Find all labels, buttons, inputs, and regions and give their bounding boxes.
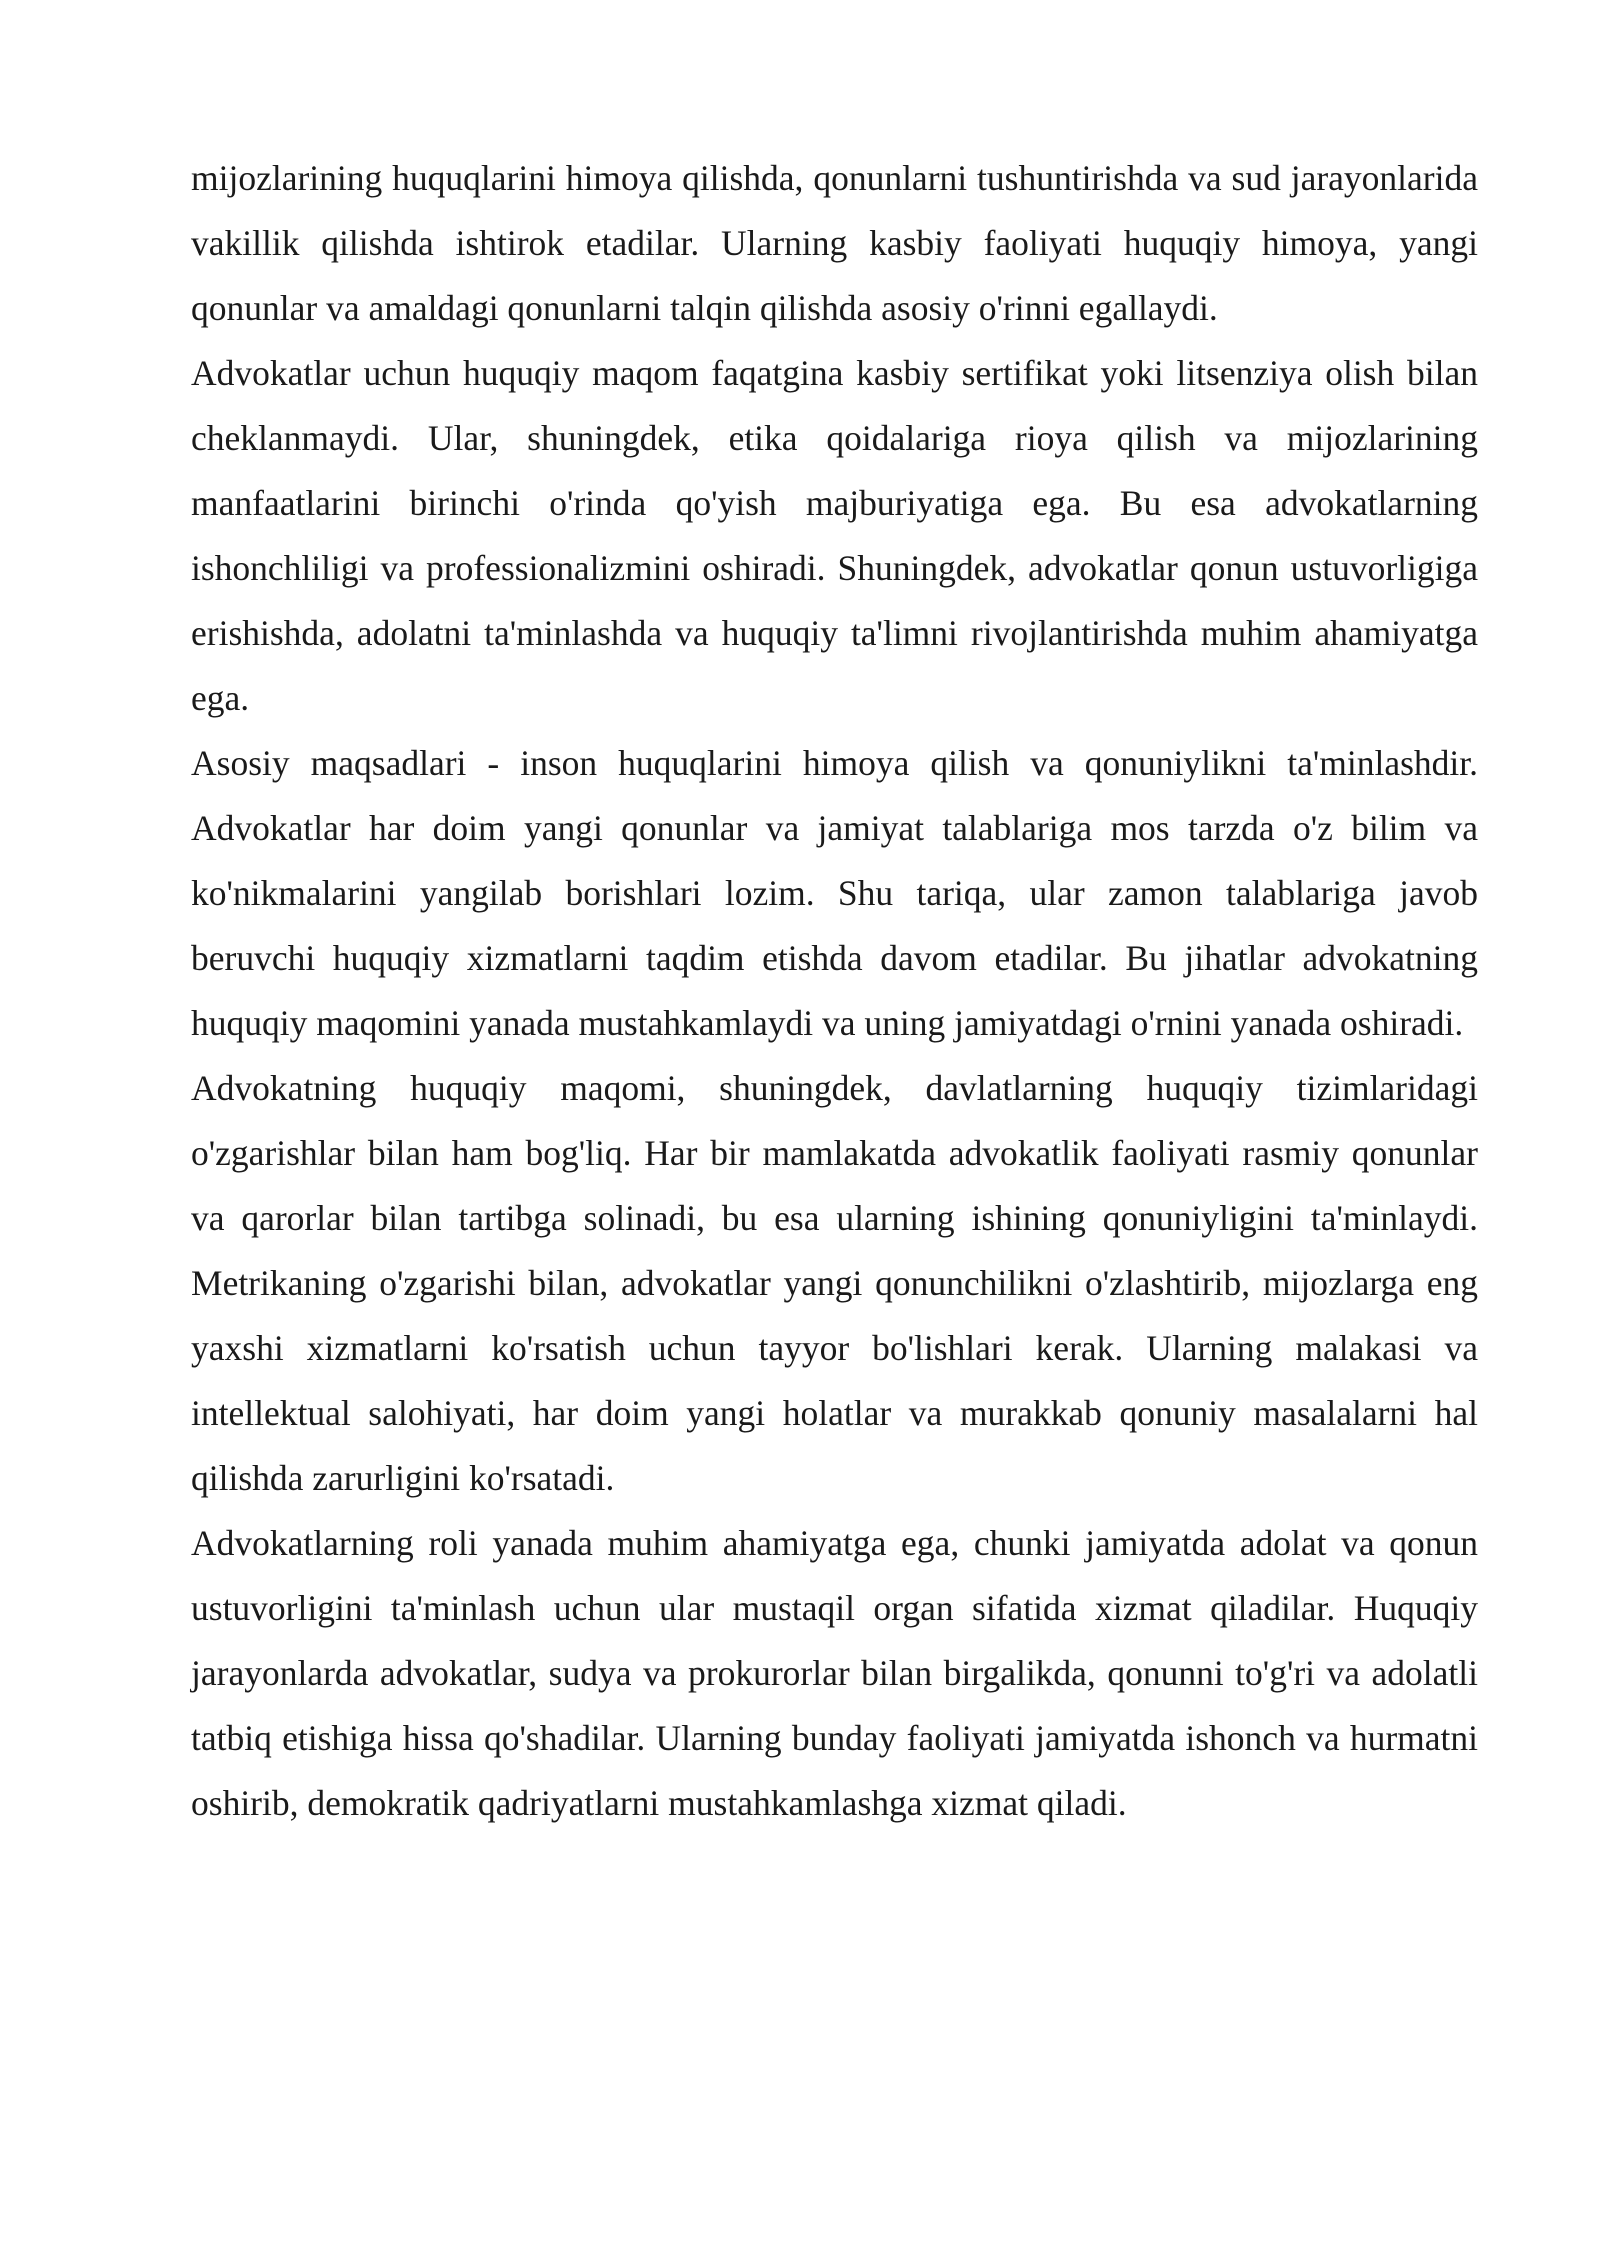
paragraph: Advokatning huquqiy maqomi, shuningdek, davlatlarning huquqiy tizimlaridagi o'zgarishlar bilan ham bog'liq. Har bir mamlakatda advokatlik faoliyati rasmiy qonunlar va qarorlar bilan tartibga solinadi, bu esa ularning ishining qonuniyligini ta'minlaydi. Metrikaning o'zgarishi bilan, advokatlar yangi qonunchilikni o'zlashtirib, mijozlarga eng yaxshi xizmatlarni ko'rsatish uchun tayyor bo'lishlari kerak. Ularning malakasi va intellektual salohiyati, har doim yangi holatlar va murakkab qonuniy masalalarni hal qilishda zarurligini ko'rsatadi. [191,1068,1478,1498]
paragraph: mijozlarining huquqlarini himoya qilishda, qonunlarni tushuntirishda va sud jarayonlarida vakillik qilishda ishtirok etadilar. Ularning kasbiy faoliyati huquqiy himoya, yangi qonunlar va amaldagi qonunlarni talqin qilishda asosiy o'rinni egallaydi. [191,158,1478,328]
document-body [191,146,1478,1836]
paragraph: Advokatlar uchun huquqiy maqom faqatgina kasbiy sertifikat yoki litsenziya olish bilan cheklanmaydi. Ular, shuningdek, etika qoidalariga rioya qilish va mijozlarining manfaatlarini birinchi o'rinda qo'yish majburiyatiga ega. Bu esa advokatlarning ishonchliligi va professionalizmini oshiradi. Shuningdek, advokatlar qonun ustuvorligiga erishishda, adolatni ta'minlashda va huquqiy ta'limni rivojlantirishda muhim ahamiyatga ega. [191,353,1478,718]
paragraph: Advokatlarning roli yanada muhim ahamiyatga ega, chunki jamiyatda adolat va qonun ustuvorligini ta'minlash uchun ular mustaqil organ sifatida xizmat qiladilar. Huquqiy jarayonlarda advokatlar, sudya va prokurorlar bilan birgalikda, qonunni to'g'ri va adolatli tatbiq etishiga hissa qo'shadilar. Ularning bunday faoliyati jamiyatda ishonch va hurmatni oshirib, demokratik qadriyatlarni mustahkamlashga xizmat qiladi. [191,1523,1478,1823]
paragraph: Asosiy maqsadlari - inson huquqlarini himoya qilish va qonuniylikni ta'minlashdir. Advokatlar har doim yangi qonunlar va jamiyat talablariga mos tarzda o'z bilim va ko'nikmalarini yangilab borishlari lozim. Shu tariqa, ular zamon talablariga javob beruvchi huquqiy xizmatlarni taqdim etishda davom etadilar. Bu jihatlar advokatning huquqiy maqomini yanada mustahkamlaydi va uning jamiyatdagi o'rnini yanada oshiradi. [191,743,1478,1043]
